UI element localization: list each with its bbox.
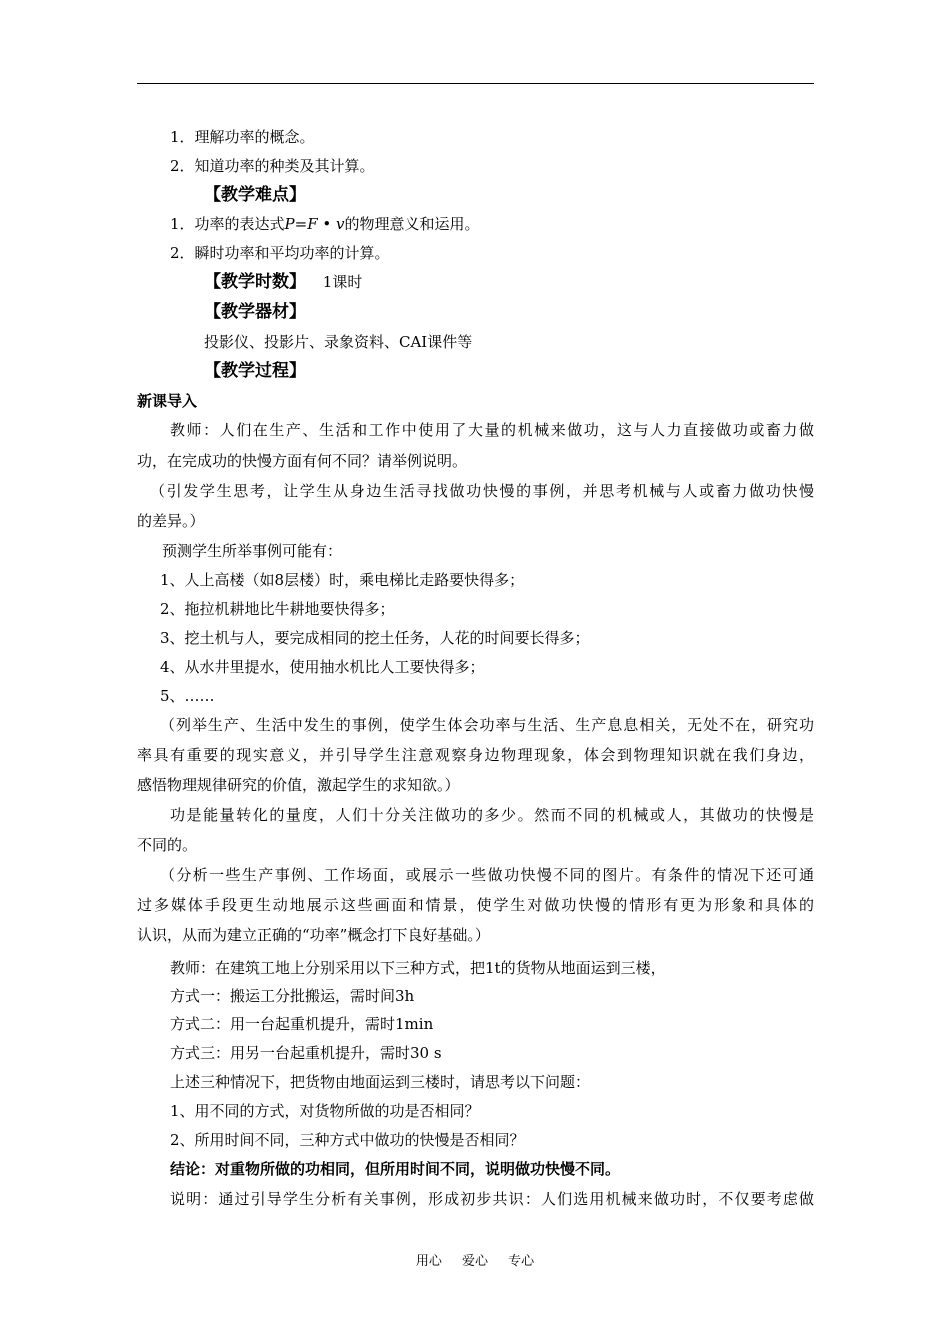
method-1: 方式一：搬运工分批搬运，需时间3h [170,987,415,1005]
difficult-1 [170,214,480,234]
p4-line-1: 功是能量转化的量度，人们十分关注做功的多少。然而不同的机械或人，其做功的快慢是 [170,806,814,824]
method-2: 方式二：用一台起重机提升，需时1min [170,1015,434,1033]
footer-word-2: 爱心 [461,1254,488,1269]
p2-line-1: （引发学生思考，让学生从身边生活寻找做功快慢的事例，并思考机械与人或畜力做功快慢 [150,482,814,500]
p1-line-1: 教师：人们在生产、生活和工作中使用了大量的机械来做功，这与人力直接做功或畜力做 [170,421,814,439]
page-footer [0,1250,950,1269]
header-rule [137,83,814,84]
footer-word-3: 专心 [508,1254,535,1269]
p3-line-1: （列举生产、生活中发生的事例，使学生体会功率与生活、生产息息相关，无处不在，研究功 [160,716,814,734]
conclusion: 结论：对重物所做的功相同，但所用时间不同，说明做功快慢不同。 [170,1160,621,1178]
p5-line-3: 认识，从而为建立正确的“功率”概念打下良好基础。） [137,926,490,944]
question-2: 2、所用时间不同，三种方式中做功的快慢是否相同？ [170,1131,525,1149]
p3-line-3: 感悟物理规律研究的价值，激起学生的求知欲。） [137,776,460,794]
footer-word-1: 用心 [415,1254,442,1269]
p3-line-2: 率具有重要的现实意义，并引导学生注意观察身边物理现象，体会到物理知识就在我们身边， [137,746,814,764]
p5-line-1: （分析一些生产事例、工作场面，或展示一些做功快慢不同的图片。有条件的情况下还可通 [160,866,814,884]
difficult-2: 2．瞬时功率和平均功率的计算。 [170,244,390,262]
p1-line-2: 功，在完成功的快慢方面有何不同？请举例说明。 [137,452,468,470]
explanation: 说明：通过引导学生分析有关事例，形成初步共识：人们选用机械来做功时，不仅要考虑做 [170,1190,814,1208]
difficult-1-prefix: 1．功率的表达式 [170,215,285,233]
objective-1: 1．理解功率的概念。 [170,128,315,146]
hours-value: 1课时 [322,273,363,291]
example-5: 5、…… [160,687,215,705]
heading-equipment: 【教学器材】 [204,302,306,322]
example-2: 2、拖拉机耕地比牛耕地要快得多； [160,600,395,618]
example-4: 4、从水井里提水，使用抽水机比人工要快得多； [160,658,485,676]
objective-2: 2．知道功率的种类及其计算。 [170,157,375,175]
heading-hours: 【教学时数】 [204,272,306,292]
predict-text: 预测学生所举事例可能有： [162,542,343,560]
equipment-text: 投影仪、投影片、录象资料、CAI课件等 [204,333,473,351]
p2-line-2: 的差异。） [137,512,205,530]
example-3: 3、挖土机与人，要完成相同的挖土任务，人花的时间要长得多； [160,629,590,647]
power-formula: P=F • v [284,215,345,233]
question-intro: 上述三种情况下，把货物由地面运到三楼时，请思考以下问题： [170,1073,591,1091]
intro-heading: 新课导入 [137,392,198,410]
heading-difficult: 【教学难点】 [204,185,306,205]
p6-text: 教师：在建筑工地上分别采用以下三种方式，把1t的货物从地面运到三楼， [170,959,666,977]
hours-line [204,272,362,292]
method-3: 方式三：用另一台起重机提升，需时30 s [170,1044,442,1062]
question-1: 1、用不同的方式，对货物所做的功是否相同？ [170,1102,480,1120]
difficult-1-suffix: 的物理意义和运用。 [344,215,480,233]
p5-line-2: 过多媒体手段更生动地展示这些画面和情景，使学生对做功快慢的情形有更为形象和具体的 [137,896,814,914]
example-1: 1、人上高楼（如8层楼）时，乘电梯比走路要快得多； [160,571,525,589]
heading-process: 【教学过程】 [204,361,306,381]
p4-line-2: 不同的。 [137,836,198,854]
